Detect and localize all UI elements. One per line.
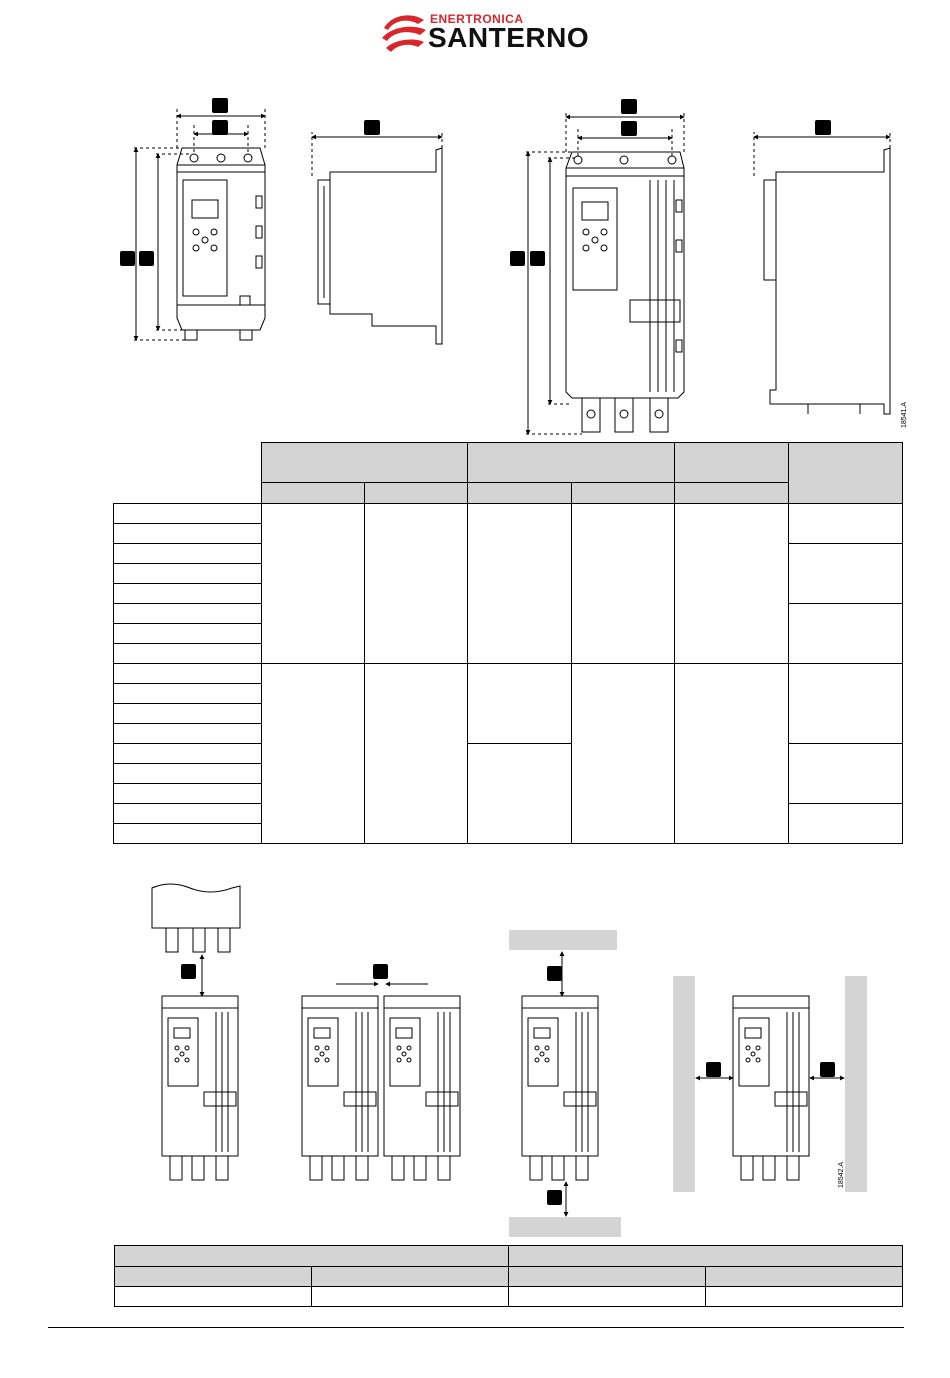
clearance-subheader-cell — [312, 1267, 509, 1287]
model-cell — [114, 664, 262, 684]
dimension-table — [113, 442, 903, 844]
model-cell — [114, 744, 262, 764]
clearance-value-cell — [115, 1287, 312, 1307]
figure-id-clearance: 18542.A — [838, 1161, 845, 1188]
small-unit-front-view — [177, 148, 265, 340]
clearance-scene-top-bottom — [509, 930, 621, 1237]
model-cell — [114, 784, 262, 804]
model-cell — [114, 684, 262, 704]
clearance-table — [114, 1245, 903, 1307]
model-cell — [114, 604, 262, 624]
logo-brand-main: SANTERNO — [428, 22, 590, 53]
model-cell — [114, 524, 262, 544]
logo-brand-top: ENERTRONICA — [430, 12, 524, 26]
model-cell — [114, 824, 262, 844]
clearance-header-cell — [115, 1246, 509, 1267]
table-header-cell — [468, 443, 675, 483]
table-subheader-cell — [468, 483, 572, 504]
model-cell — [114, 704, 262, 724]
dimension-drawings — [0, 0, 950, 440]
table-header-cell — [675, 443, 789, 483]
clearance-value-cell — [509, 1287, 706, 1307]
table-subheader-cell — [365, 483, 468, 504]
clearance-value-cell — [706, 1287, 903, 1307]
clearance-scene-side-by-side — [302, 984, 460, 1180]
footer-rule — [48, 1327, 904, 1328]
clearance-subheader-cell — [706, 1267, 903, 1287]
table-header-cell — [262, 443, 468, 483]
clearance-value-cell — [312, 1287, 509, 1307]
model-cell — [114, 544, 262, 564]
model-cell — [114, 624, 262, 644]
clearance-scene-above-unit — [152, 884, 240, 1180]
model-cell — [114, 504, 262, 524]
table-header-cell — [789, 443, 903, 504]
clearance-subheader-cell — [115, 1267, 312, 1287]
model-cell — [114, 584, 262, 604]
clearance-scene-walls — [673, 976, 867, 1192]
model-cell — [114, 764, 262, 784]
large-unit-front-view — [566, 152, 684, 432]
model-cell — [114, 564, 262, 584]
model-cell — [114, 724, 262, 744]
table-subheader-cell — [262, 483, 365, 504]
table-subheader-cell — [572, 483, 675, 504]
figure-id-dimensions: 18541.A — [901, 401, 908, 428]
large-unit-side-view — [764, 148, 890, 414]
model-cell — [114, 644, 262, 664]
clearance-header-cell — [509, 1246, 903, 1267]
table-subheader-cell — [675, 483, 789, 504]
clearance-subheader-cell — [509, 1267, 706, 1287]
clearance-drawings — [0, 870, 950, 1240]
small-unit-side-view — [318, 148, 442, 344]
model-cell — [114, 804, 262, 824]
